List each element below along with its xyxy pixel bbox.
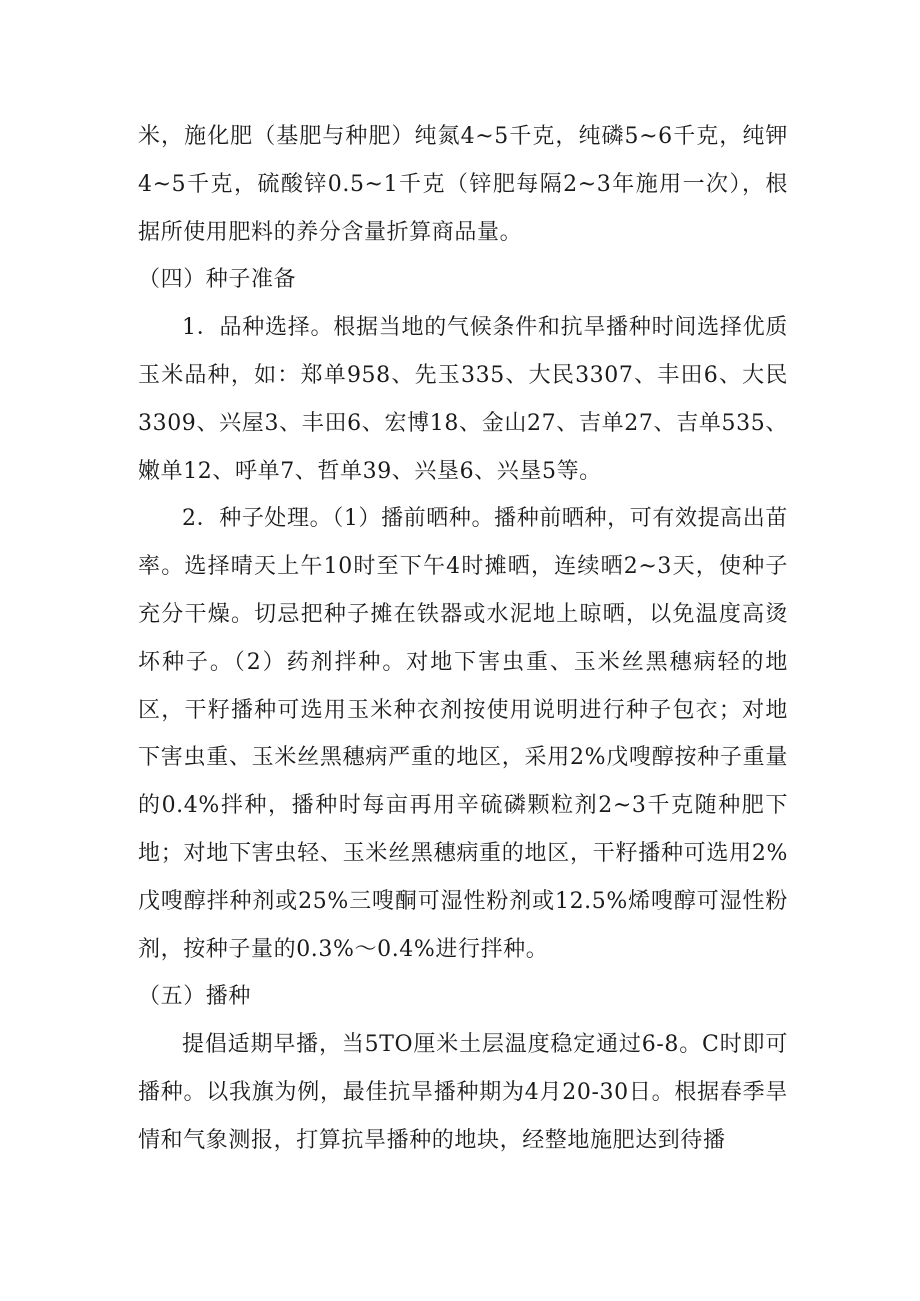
paragraph-sowing-timing: 提倡适期早播，当5TO厘米土层温度稳定通过6-8。C时即可播种。以我旗为例，最佳抗旱播种期为4月20-30日。根据春季旱情和气象测报，打算抗旱播种的地块，经整地施肥达到待播 bbox=[138, 1032, 788, 1153]
section-heading-sowing: （五）播种 bbox=[138, 984, 252, 1010]
paragraph-variety-selection: 1．品种选择。根据当地的气候条件和抗旱播种时间选择优质玉米品种，如：郑单958、先玉335、大民3307、丰田6、大民3309、兴屋3、丰田6、宏博18、金山27、吉单27、吉单535、嫩单12、呼单7、哲单39、兴垦6、兴垦5等。 bbox=[138, 315, 788, 484]
document-body bbox=[138, 113, 788, 1165]
paragraph-seed-treatment: 2．种子处理。（1）播前晒种。播种前晒种，可有效提高出苗率。选择晴天上午10时至下午4时摊晒，连续晒2~3天，使种子充分干燥。切忌把种子摊在铁器或水泥地上晾晒，以免温度高烫坏种子。（2）药剂拌种。对地下害虫重、玉米丝黑穗病轻的地区，干籽播种可选用玉米种衣剂按使用说明进行种子包衣；对地下害虫重、玉米丝黑穗病严重的地区，采用2%戊嗖醇按种子重量的0.4%拌种，播种时每亩再用辛硫磷颗粒剂2~3千克随种肥下地；对地下害虫轻、玉米丝黑穗病重的地区，干籽播种可选用2%戊嗖醇拌种剂或25%三嗖酮可湿性粉剂或12.5%烯嗖醇可湿性粉剂，按种子量的0.3%～0.4%进行拌种。 bbox=[138, 506, 788, 962]
section-heading-seed-preparation: （四）种子准备 bbox=[138, 267, 297, 293]
paragraph-fertilizer-continuation: 米，施化肥（基肥与种肥）纯氮4~5千克，纯磷5~6千克，纯钾4~5千克，硫酸锌0.5~1千克（锌肥每隔2~3年施用一次），根据所使用肥料的养分含量折算商品量。 bbox=[138, 124, 788, 245]
